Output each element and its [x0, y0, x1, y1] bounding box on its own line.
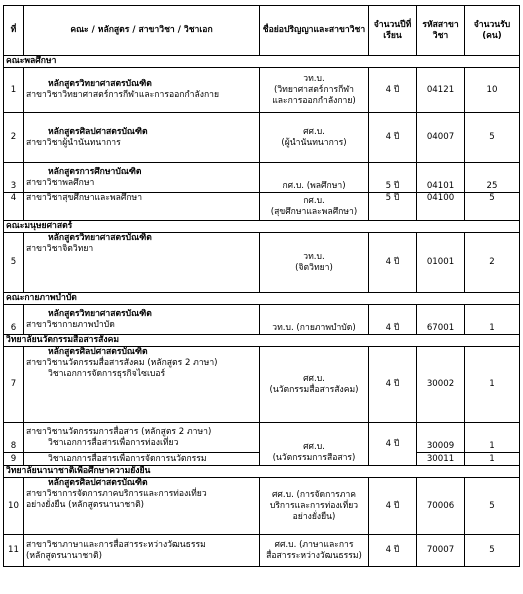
row-program	[24, 113, 260, 163]
faculty-name: คณะมนุษยศาสตร์	[4, 221, 520, 233]
row-no: 4	[4, 193, 24, 221]
degree-line: (สุขศึกษาและพลศึกษา)	[270, 206, 358, 217]
faculty-row	[4, 466, 520, 478]
faculty-row	[4, 335, 520, 347]
row-program	[24, 453, 260, 466]
degree-line: อย่างยั่งยืน)	[292, 511, 336, 522]
row-code: 30002	[417, 347, 465, 423]
program-name: หลักสูตรวิทยาศาสตรบัณฑิต	[48, 308, 152, 319]
table-row	[4, 193, 520, 221]
row-code: 30009	[417, 423, 465, 453]
faculty-row	[4, 56, 520, 68]
row-program	[24, 163, 260, 193]
row-degree: วท.บ. (กายภาพบำบัด)	[260, 305, 369, 335]
degree-line: (นวัตกรรมสื่อสารสังคม)	[269, 384, 359, 395]
faculty-row	[4, 293, 520, 305]
major-name: สาขาวิชาการจัดการภาคบริการและการท่องเที่ยว	[26, 489, 207, 499]
major-name: สาขาวิชานวัตกรรมการสื่อสาร (หลักสูตร 2 ภาษา)	[26, 426, 212, 437]
faculty-name: วิทยาลัยนวัตกรรมสื่อสารสังคม	[4, 335, 520, 347]
row-program	[24, 423, 260, 453]
row-code: 70007	[417, 535, 465, 567]
admissions-table	[3, 5, 520, 567]
row-no: 1	[4, 68, 24, 113]
row-years: 5 ปี	[369, 193, 417, 221]
table-row	[4, 453, 520, 466]
table-row	[4, 478, 520, 535]
row-code: 04007	[417, 113, 465, 163]
row-program	[24, 305, 260, 335]
row-no: 5	[4, 233, 24, 293]
major-name-cont: อย่างยั่งยืน (หลักสูตรนานาชาติ)	[26, 500, 145, 510]
degree-line: (จิตวิทยา)	[295, 262, 333, 273]
program-name: หลักสูตรศิลปศาสตรบัณฑิต	[48, 478, 148, 488]
row-program	[24, 233, 260, 293]
row-seats: 1	[465, 347, 520, 423]
row-no: 3	[4, 163, 24, 193]
table-row	[4, 68, 520, 113]
faculty-name: คณะกายภาพบำบัด	[4, 293, 520, 305]
row-code: 70006	[417, 478, 465, 535]
row-years: 4 ปี	[369, 68, 417, 113]
row-years: 4 ปี	[369, 535, 417, 567]
row-no: 8	[4, 423, 24, 453]
row-program	[24, 68, 260, 113]
header-degree: ชื่อย่อปริญญาและสาขาวิชา	[260, 6, 369, 56]
sub-major-name: วิชาเอกการสื่อสารเพื่อการจัดการนวัตกรรม	[48, 453, 207, 464]
row-years: 4 ปี	[369, 423, 417, 466]
row-seats: 5	[465, 535, 520, 567]
header-years: จำนวนปีที่เรียน	[369, 6, 417, 56]
major-name: สาขาวิชาพลศึกษา	[26, 177, 95, 188]
table-row	[4, 423, 520, 453]
row-code: 30011	[417, 453, 465, 466]
row-no: 6	[4, 305, 24, 335]
row-years: 4 ปี	[369, 305, 417, 335]
row-no: 7	[4, 347, 24, 423]
header-program: คณะ / หลักสูตร / สาขาวิชา / วิชาเอก	[24, 6, 260, 56]
header-no: ที่	[4, 6, 24, 56]
degree-line: ศศ.บ. (ภาษาและการ	[274, 539, 354, 550]
major-name: สาขาวิชาภาษาและการสื่อสารระหว่างวัฒนธรรม	[26, 539, 206, 550]
row-code: 04101	[417, 163, 465, 193]
row-degree	[260, 233, 369, 293]
row-no: 2	[4, 113, 24, 163]
program-name: หลักสูตรการศึกษาบัณฑิต	[48, 166, 142, 177]
header-seats: จำนวนรับ (คน)	[465, 6, 520, 56]
row-degree	[260, 535, 369, 567]
degree-line: ศศ.บ.	[303, 126, 325, 137]
row-no: 11	[4, 535, 24, 567]
row-years: 4 ปี	[369, 347, 417, 423]
row-years: 4 ปี	[369, 478, 417, 535]
row-seats: 5	[465, 478, 520, 535]
degree-line: และการออกกำลังกาย)	[272, 95, 356, 106]
row-program	[24, 478, 260, 535]
row-seats: 1	[465, 423, 520, 453]
row-code: 01001	[417, 233, 465, 293]
row-years: 4 ปี	[369, 233, 417, 293]
program-name: หลักสูตรศิลปศาสตรบัณฑิต	[48, 126, 148, 137]
row-seats: 25	[465, 163, 520, 193]
degree-line: ศศ.บ. (การจัดการภาค	[271, 489, 357, 500]
row-degree	[260, 478, 369, 535]
row-no: 9	[4, 453, 24, 466]
row-seats: 2	[465, 233, 520, 293]
row-years: 4 ปี	[369, 113, 417, 163]
degree-line: (วิทยาศาสตร์การกีฬา	[274, 84, 354, 95]
faculty-name: วิทยาลัยนานาชาติเพื่อศึกษาความยั่งยืน	[4, 466, 520, 478]
table-row	[4, 163, 520, 193]
program-name: หลักสูตรวิทยาศาสตรบัณฑิต	[48, 233, 152, 243]
major-name: สาขาวิชาจิตวิทยา	[26, 244, 94, 254]
faculty-row	[4, 221, 520, 233]
table-row	[4, 113, 520, 163]
row-seats: 10	[465, 68, 520, 113]
row-degree: กศ.บ. (พลศึกษา)	[260, 163, 369, 193]
faculty-name: คณะพลศึกษา	[4, 56, 520, 68]
row-program	[24, 535, 260, 567]
row-program	[24, 193, 260, 221]
degree-line: (ผู้นำนันทนาการ)	[281, 137, 347, 148]
sub-major-name: วิชาเอกการจัดการธุรกิจไซเบอร์	[48, 369, 166, 379]
row-code: 67001	[417, 305, 465, 335]
program-name: หลักสูตรศิลปศาสตรบัณฑิต	[48, 347, 148, 357]
table-row	[4, 305, 520, 335]
table-row	[4, 535, 520, 567]
row-no: 10	[4, 478, 24, 535]
degree-line: บริการและการท่องเที่ยว	[269, 500, 359, 511]
row-seats: 1	[465, 305, 520, 335]
row-program	[24, 347, 260, 423]
row-years: 5 ปี	[369, 163, 417, 193]
major-name: สาขาวิชากายภาพบำบัด	[26, 319, 115, 330]
row-seats: 5	[465, 113, 520, 163]
row-degree: (นวัตกรรมการสื่อสาร)	[260, 453, 369, 466]
row-degree	[260, 68, 369, 113]
row-degree	[260, 193, 369, 221]
row-code: 04121	[417, 68, 465, 113]
sub-major-name: วิชาเอกการสื่อสารเพื่อการท่องเที่ยว	[48, 437, 179, 448]
degree-line: วท.บ.	[303, 251, 325, 262]
major-name: สาขาวิชานวัตกรรมสื่อสารสังคม (หลักสูตร 2 ภาษา)	[26, 358, 218, 368]
program-name: หลักสูตรวิทยาศาสตรบัณฑิต	[48, 79, 152, 89]
row-seats: 5	[465, 193, 520, 221]
major-name: สาขาวิชาผู้นำนันทนาการ	[26, 137, 121, 148]
table-row	[4, 347, 520, 423]
degree-line: กศ.บ.	[303, 195, 325, 206]
row-degree	[260, 347, 369, 423]
row-code: 04100	[417, 193, 465, 221]
table-row	[4, 233, 520, 293]
header-row	[4, 6, 520, 56]
major-name: สาขาวิชาวิทยาศาสตร์การกีฬาและการออกกำลังกาย	[26, 90, 220, 100]
row-degree	[260, 113, 369, 163]
row-seats: 1	[465, 453, 520, 466]
header-code: รหัสสาขาวิชา	[417, 6, 465, 56]
row-degree: ศศ.บ.	[260, 423, 369, 453]
degree-line: วท.บ.	[303, 73, 325, 84]
major-name: สาขาวิชาสุขศึกษาและพลศึกษา	[26, 193, 143, 203]
major-name-cont: (หลักสูตรนานาชาติ)	[26, 550, 102, 561]
degree-line: สื่อสารระหว่างวัฒนธรรม)	[266, 550, 362, 561]
degree-line: ศศ.บ.	[303, 373, 325, 384]
